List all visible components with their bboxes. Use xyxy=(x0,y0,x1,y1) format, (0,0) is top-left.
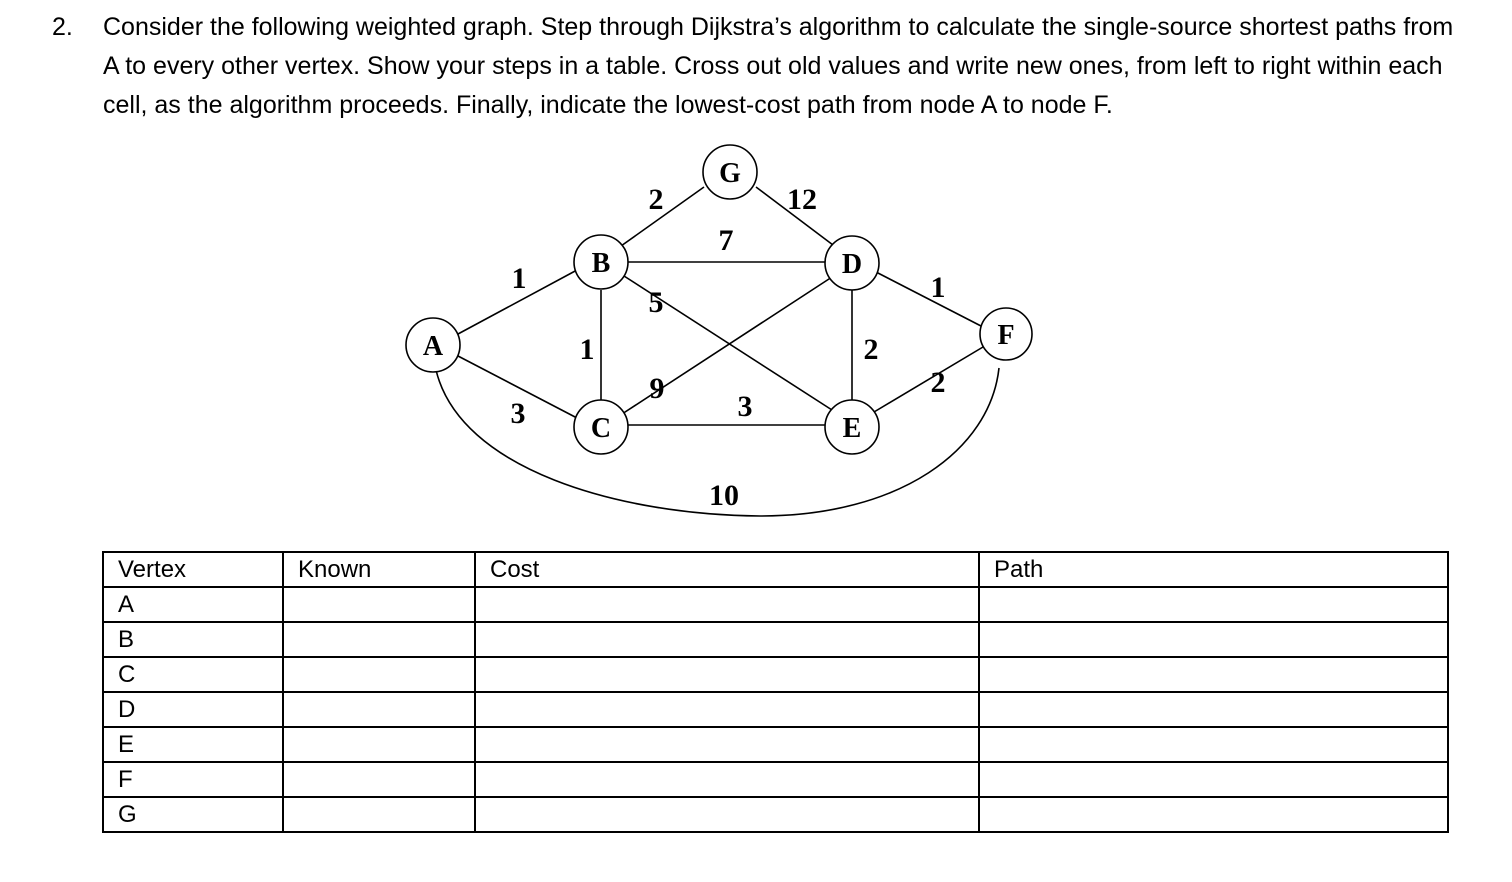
weight-d-f: 1 xyxy=(930,271,946,304)
weight-a-b: 1 xyxy=(511,262,527,295)
cost-cell[interactable] xyxy=(475,587,979,622)
table-row xyxy=(103,797,1448,832)
cost-cell[interactable] xyxy=(475,727,979,762)
table-row xyxy=(103,692,1448,727)
header-known: Known xyxy=(283,552,475,587)
node-label-f: F xyxy=(997,320,1015,351)
weight-a-c: 3 xyxy=(510,397,526,430)
known-cell[interactable] xyxy=(283,762,475,797)
cost-cell[interactable] xyxy=(475,622,979,657)
path-cell[interactable] xyxy=(979,797,1448,832)
question-text: Consider the following weighted graph. Step through Dijkstra’s algorithm to calculate the single-source shortest paths from A to every other vertex. Show your steps in a table. Cross out old values and write new ones, from left to right within each cell, as the algorithm proceeds. Finally, indicate the lowest-cost path from node A to node F. xyxy=(103,13,1454,119)
header-vertex: Vertex xyxy=(103,552,283,587)
path-cell[interactable] xyxy=(979,727,1448,762)
weight-c-d: 9 xyxy=(649,372,665,405)
known-cell[interactable] xyxy=(283,797,475,832)
path-cell[interactable] xyxy=(979,622,1448,657)
node-label-b: B xyxy=(591,248,611,279)
table-row xyxy=(103,587,1448,622)
path-cell[interactable] xyxy=(979,762,1448,797)
cost-cell[interactable] xyxy=(475,657,979,692)
node-label-e: E xyxy=(842,413,862,444)
weight-b-d: 7 xyxy=(718,224,734,257)
table-row xyxy=(103,657,1448,692)
known-cell[interactable] xyxy=(283,622,475,657)
node-label-d: D xyxy=(841,249,863,280)
table-row xyxy=(103,622,1448,657)
vertex-cell: E xyxy=(103,727,283,762)
vertex-cell: C xyxy=(103,657,283,692)
node-label-c: C xyxy=(590,413,612,444)
header-cost: Cost xyxy=(475,552,979,587)
weight-b-e: 5 xyxy=(648,286,664,319)
cost-cell[interactable] xyxy=(475,692,979,727)
vertex-cell: F xyxy=(103,762,283,797)
node-label-a: A xyxy=(422,331,444,362)
cost-cell[interactable] xyxy=(475,762,979,797)
vertex-cell: B xyxy=(103,622,283,657)
weight-b-g: 2 xyxy=(648,183,664,216)
node-label-g: G xyxy=(719,158,741,189)
vertex-cell: G xyxy=(103,797,283,832)
table-header-row xyxy=(103,552,1448,587)
path-cell[interactable] xyxy=(979,692,1448,727)
cost-cell[interactable] xyxy=(475,797,979,832)
weight-g-d: 12 xyxy=(787,183,817,216)
question-number: 2. xyxy=(52,13,73,41)
known-cell[interactable] xyxy=(283,587,475,622)
edge-d-f xyxy=(876,272,981,326)
vertex-cell: D xyxy=(103,692,283,727)
table-row xyxy=(103,727,1448,762)
weight-d-e: 2 xyxy=(863,333,879,366)
weight-e-f: 2 xyxy=(930,366,946,399)
known-cell[interactable] xyxy=(283,727,475,762)
weight-b-c: 1 xyxy=(579,333,595,366)
path-cell[interactable] xyxy=(979,587,1448,622)
dijkstra-table xyxy=(102,551,1449,833)
edge-e-f xyxy=(874,347,983,412)
known-cell[interactable] xyxy=(283,657,475,692)
path-cell[interactable] xyxy=(979,657,1448,692)
weight-a-f: 10 xyxy=(709,479,739,512)
known-cell[interactable] xyxy=(283,692,475,727)
header-path: Path xyxy=(979,552,1448,587)
table-row xyxy=(103,762,1448,797)
vertex-cell: A xyxy=(103,587,283,622)
weight-c-e: 3 xyxy=(737,390,753,423)
